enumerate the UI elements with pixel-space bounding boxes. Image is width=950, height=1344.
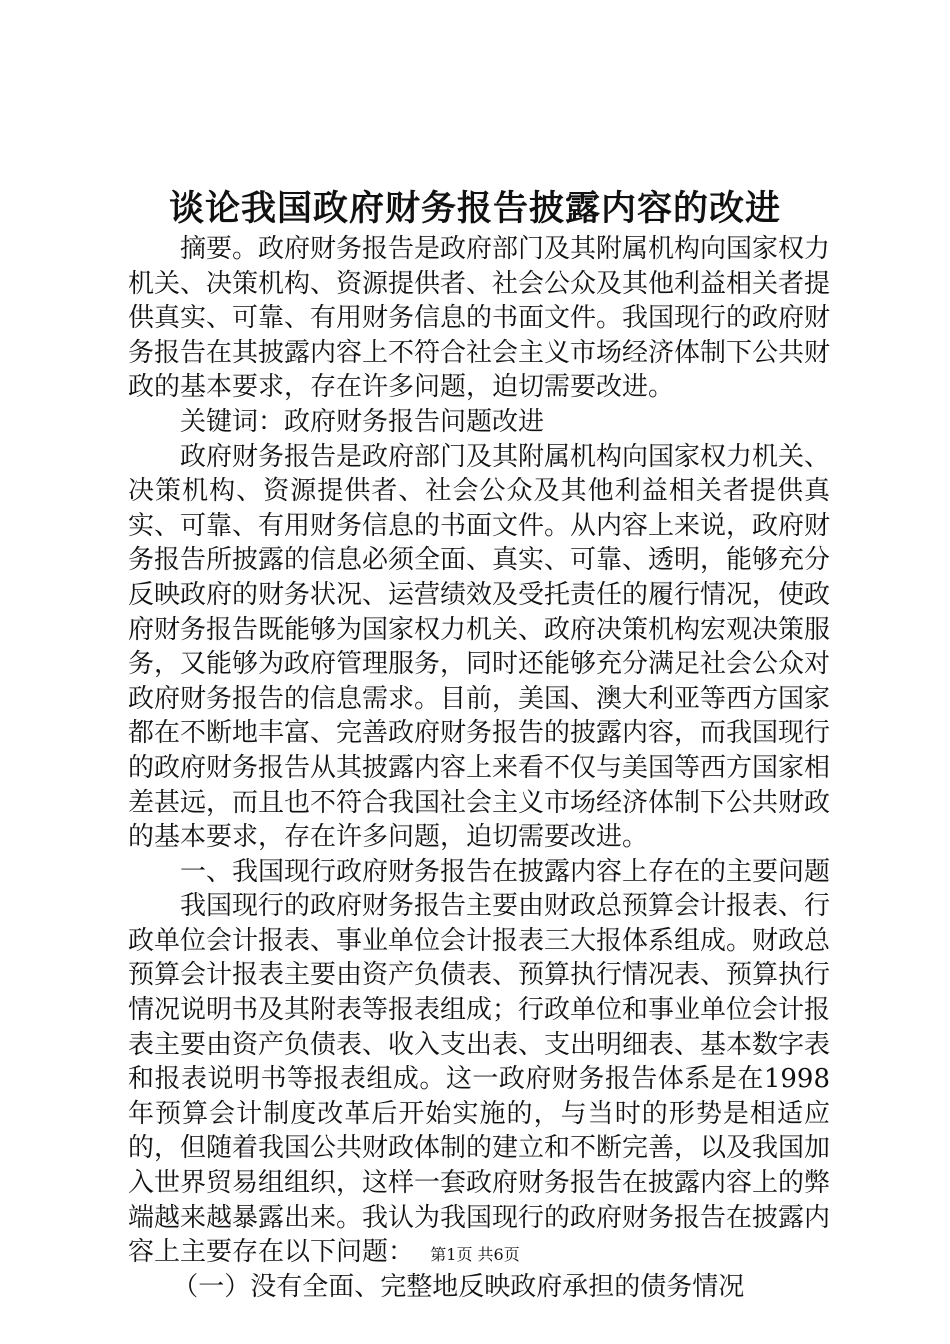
keywords-paragraph: 关键词：政府财务报告问题改进 — [180, 406, 545, 437]
intro-paragraph: 政府财务报告是政府部门及其附属机构向国家权力机关、决策机构、资源提供者、社会公众及其他利益相关者提供真实、可靠、有用财务信息的书面文件。从内容上来说，政府财务报告所披露的信息必须全面、真实、可靠、透明，能够充分反映政府的财务状况、运营绩效及受托责任的履行情况，使政府财务报告既能够为国家权力机关、政府决策机构宏观决策服务，又能够为政府管理服务，同时还能够充分满足社会公众对政府财务报告的信息需求。目前，美国、澳大利亚等西方国家都在不断地丰富、完善政府财务报告的披露内容，而我国现行的政府财务报告从其披露内容上来看不仅与美国等西方国家相差甚远，而且也不符合我国社会主义市场经济体制下公共财政的基本要求，存在许多问题，迫切需要改进。 — [128, 441, 831, 853]
page-footer: 第1页 共6页 — [430, 1245, 520, 1264]
section-heading: 一、我国现行政府财务报告在披露内容上存在的主要问题 — [180, 856, 831, 887]
subsection-heading: （一）没有全面、完整地反映政府承担的债务情况 — [172, 1271, 745, 1302]
document-title: 谈论我国政府财务报告披露内容的改进 — [168, 188, 781, 229]
section-paragraph: 我国现行的政府财务报告主要由财政总预算会计报表、行政单位会计报表、事业单位会计报表三大报体系组成。财政总预算会计报表主要由资产负债表、预算执行情况表、预算执行情况说明书及其附表等报表组成；行政单位和事业单位会计报表主要由资产负债表、收入支出表、支出明细表、基本数字表和报表说明书等报表组成。这一政府财务报告体系是在1998年预算会计制度改革后开始实施的，与当时的形势是相适应的，但随着我国公共财政体制的建立和不断完善，以及我国加入世界贸易组组织，这样一套政府财务报告在披露内容上的弊端越来越暴露出来。我认为我国现行的政府财务报告在披露内容上主要存在以下问题： — [128, 891, 831, 1268]
abstract-paragraph: 摘要。政府财务报告是政府部门及其附属机构向国家权力机关、决策机构、资源提供者、社会公众及其他利益相关者提供真实、可靠、有用财务信息的书面文件。我国现行的政府财务报告在其披露内容上不符合社会主义市场经济体制下公共财政的基本要求，存在许多问题，迫切需要改进。 — [128, 234, 831, 403]
document-body — [128, 232, 830, 1304]
